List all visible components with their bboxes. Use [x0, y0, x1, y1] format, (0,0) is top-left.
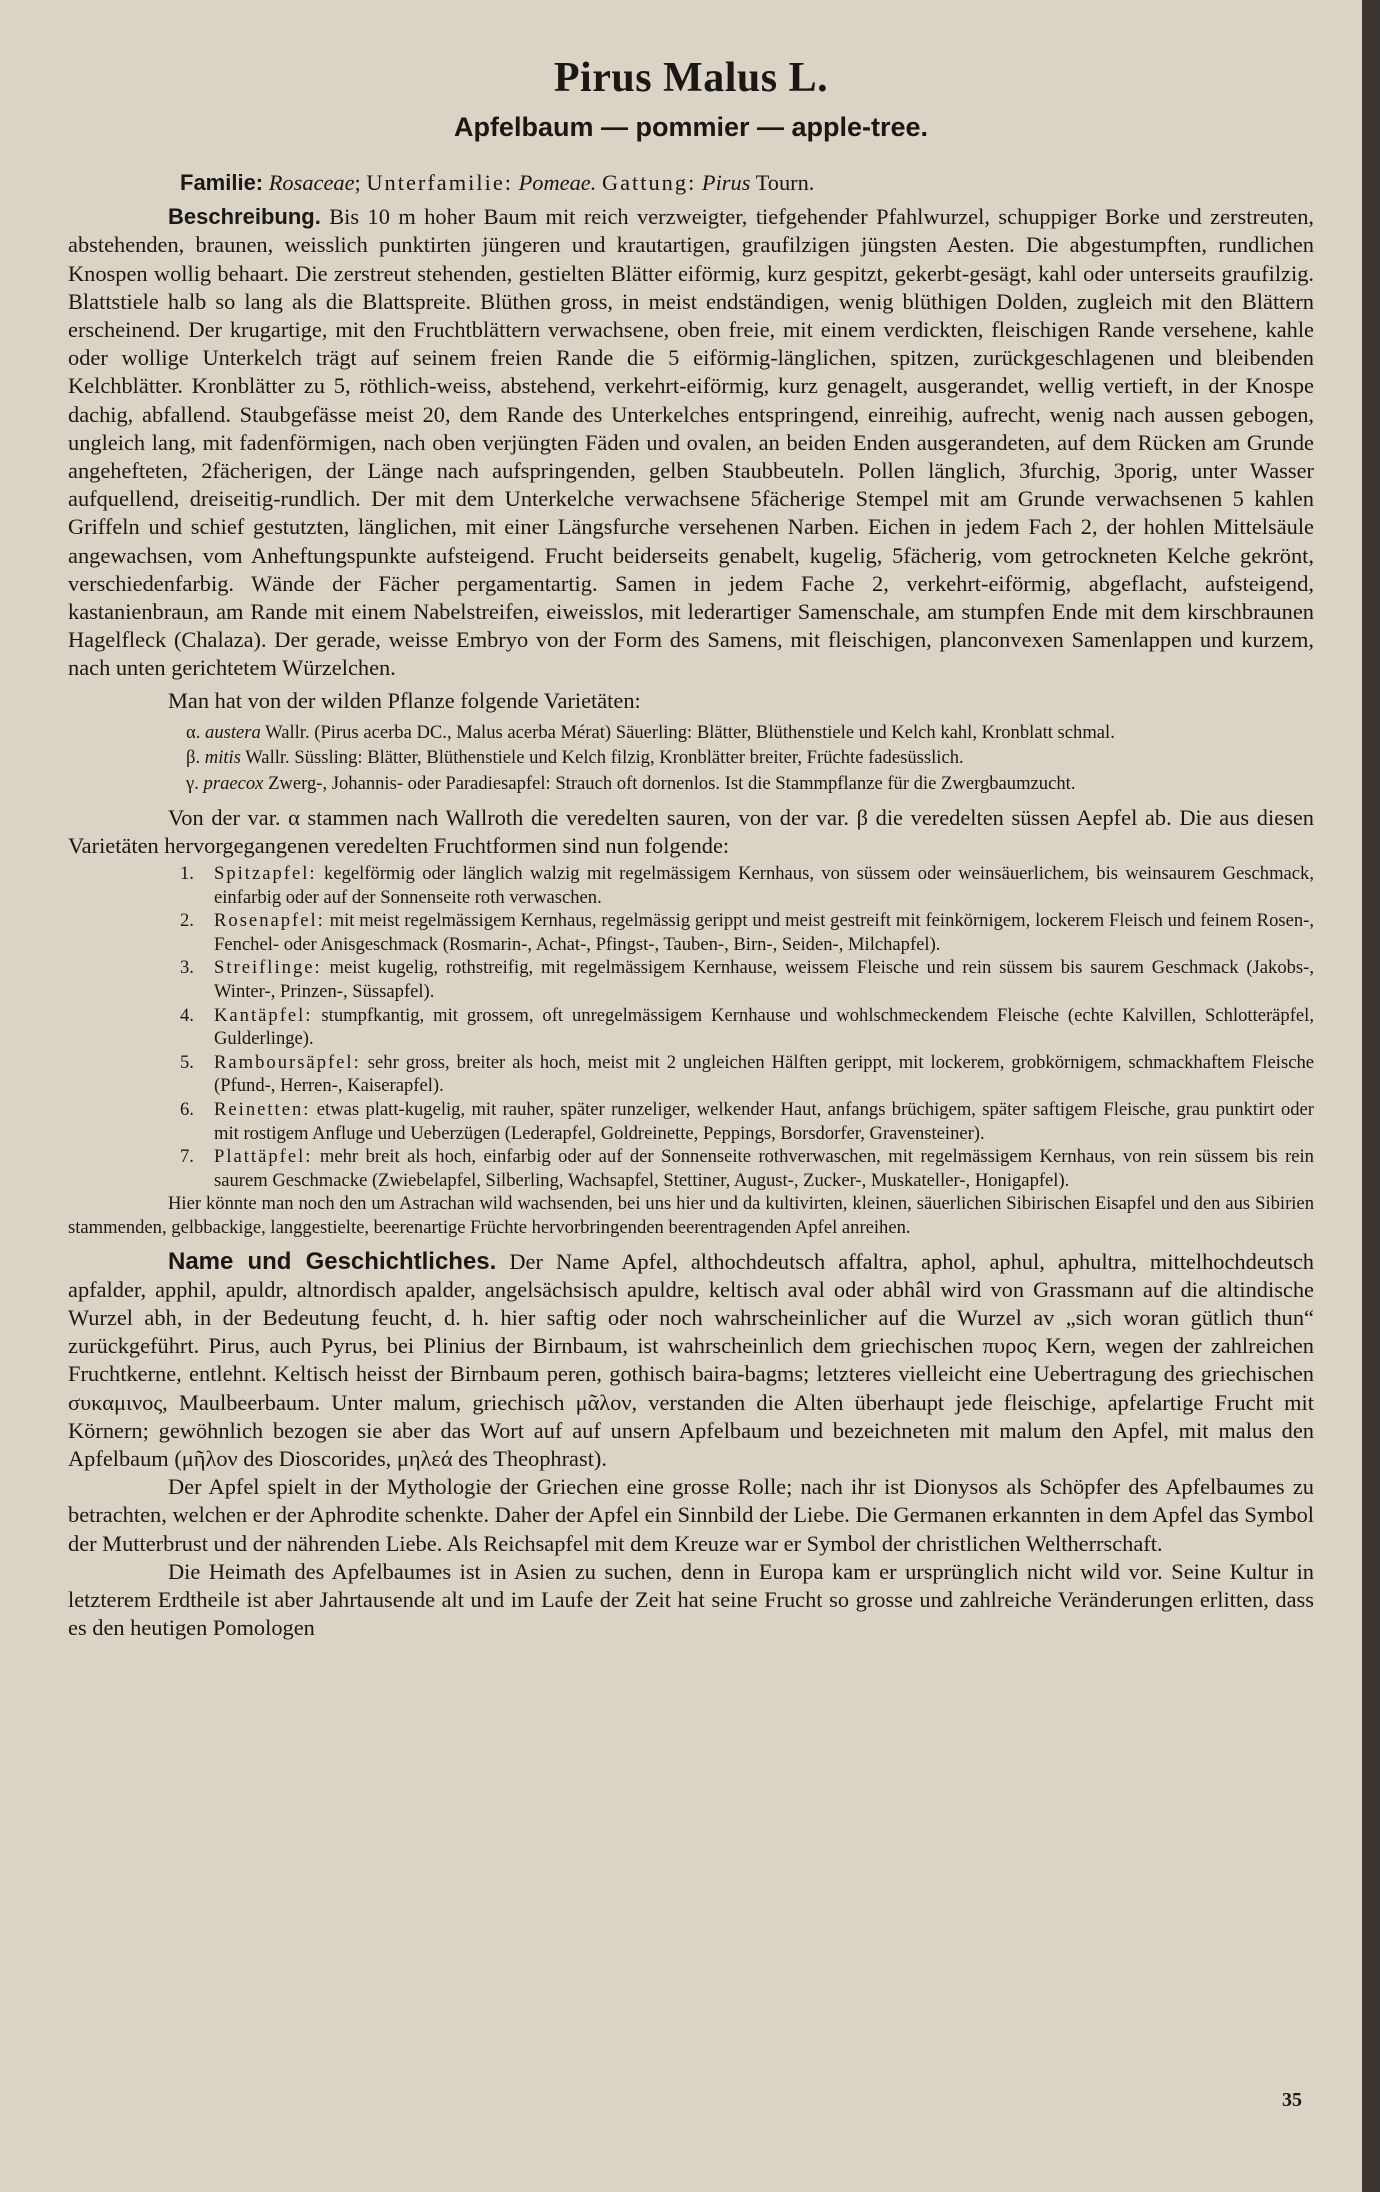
genus-label: Gattung:	[601, 170, 697, 195]
fruit-form-name: Reinetten:	[214, 1098, 311, 1120]
variety-item	[186, 721, 1314, 745]
variety-item	[186, 772, 1314, 796]
fruit-forms-list	[180, 862, 1315, 1192]
veredelt-paragraph: Von der var. α stammen nach Wallroth die veredelten sauren, von der var. β die veredelten süssen Aepfel ab. Die aus diesen Varietäten hervorgegangenen veredelten Fruchtformen sind nun folgende:	[68, 804, 1314, 858]
familie-line	[180, 169, 1314, 197]
page-subtitle: Apfelbaum — pommier — apple-tree.	[453, 112, 929, 142]
genus-name: Pirus	[701, 170, 751, 195]
variety-text: Zwerg-, Johannis- oder Paradiesapfel: Strauch oft dornenlos. Ist die Stammpflanze für die Zwergbaumzucht.	[268, 773, 1076, 795]
fruit-form-name: Streiflinge:	[214, 957, 322, 979]
fruit-form-number: 7.	[180, 1146, 194, 1168]
fruit-form-number: 3.	[180, 957, 194, 979]
variety-item	[186, 746, 1314, 770]
variety-text: Wallr. Süssling: Blätter, Blüthenstiele und Kelch filzig, Kronblätter breiter, Früchte fadesüsslich.	[245, 747, 964, 769]
variety-name: praecox	[203, 773, 264, 795]
fruit-form-number: 4.	[180, 1004, 194, 1026]
beschreibung-text: Bis 10 m hoher Baum mit reich verzweigter, tiefgehender Pfahlwurzel, schuppiger Borke und zerstreuten, abstehenden, braunen, weisslich punktirten jüngeren und krautartigen, graufilzigen jüngsten Aesten. Die abgestumpften, rundlichen Knospen wollig behaart. Die zerstreut stehenden, gestielten Blätter eiförmig, kurz gespitzt, gekerbt-gesägt, kahl oder unterseits graufilzig. Blattstiele halb so lang als die Blattspreite. Blüthen gross, in meist endständigen, wenig blüthigen Dolden, zugleich mit den Blättern erscheinend. Der krugartige, mit den Fruchtblättern verwachsene, oben freie, mit einem verdickten, fleischigen Rande versehene, kahle oder wollige Unterkelch trägt auf seinem freien Rande die 5 eiförmig-länglichen, spitzen, zurückgeschlagenen und bleibenden Kelchblätter. Kronblätter zu 5, röthlich-weiss, abstehend, verkehrt-eiförmig, kurz genagelt, ausgerandet, wellig vertieft, in der Knospe dachig, abfallend. Staubgefässe meist 20, dem Rande des Unterkelches entspringend, einreihig, aufrecht, wenig nach aussen gebogen, ungleich lang, mit fadenförmigen, nach oben verjüngten Fäden und ovalen, an beiden Enden ausgerandeten, auf dem Rücken am Grunde angehefteten, 2fächerigen, der Länge nach aufspringenden, gelben Staubbeuteln. Pollen länglich, 3furchig, 3porig, unter Wasser aufquellend, dreiseitig-rundlich. Der mit dem Unterkelche verwachsene 5fächerige Stempel mit am Grunde verwachsenen 5 kahlen Griffeln und schief gestutzten, länglichen, mit einer Längsfurche versehenen Narben. Eichen in jedem Fach 2, der hohlen Mittelsäule angewachsen, vom Anheftungspunkte aufsteigend. Frucht beiderseits genabelt, kugelig, 5fächerig, vom getrockneten Kelche gekrönt, verschiedenfarbig. Wände der Fächer pergamentartig. Samen in jedem Fache 2, verkehrt-eiförmig, abgeflacht, aufsteigend, kastanienbraun, am Rande mit einem Nabelstreifen, eiweisslos, mit lederartiger Samenschale, am stumpfen Ende mit dem kirschbraunen Hagelfleck (Chalaza). Der gerade, weisse Embryo von der Form des Samens, mit fleischigen, planconvexen Samenlappen und kurzem, nach unten gerichtetem Würzelchen.	[68, 204, 1314, 681]
variety-name: austera	[205, 721, 261, 743]
fruit-form-name: Plattäpfel:	[214, 1146, 313, 1168]
fruit-form-number: 5.	[180, 1051, 194, 1073]
varieties-list	[186, 721, 1314, 796]
heimath-paragraph: Die Heimath des Apfelbaumes ist in Asien zu suchen, denn in Europa kam er ursprünglich nicht wild vor. Seine Kultur in letzterem Erdtheile ist aber Jahrtausende alt und im Laufe der Zeit hat seine Frucht so grosse und zahlreiche Veränderungen erlitten, dass es den heutigen Pomologen	[68, 1558, 1314, 1641]
page-number: 35	[1282, 2089, 1302, 2111]
genus-author: Tourn.	[755, 170, 815, 195]
beschreibung-label: Beschreibung.	[168, 204, 321, 230]
fruit-form-text: kegelförmig oder länglich walzig mit regelmässigem Kernhaus, von süssem oder weinsäuerlichem, bis weinsaurem Geschmack, einfarbig oder auf der Sonnenseite roth verwaschen.	[214, 863, 1314, 908]
fruit-form-name: Rosenapfel:	[214, 910, 325, 932]
subfamily-name: Pomeae.	[518, 170, 597, 195]
name-section-label: Name und Geschichtliches.	[168, 1247, 497, 1275]
fruit-form-text: stumpfkantig, mit grossem, oft unregelmässigem Kernhause und wohlschmeckendem Fleische (echte Kalvillen, Schlotteräpfel, Gulderlinge).	[214, 1004, 1314, 1050]
fruit-form-number: 1.	[180, 863, 194, 885]
fruit-form-number: 2.	[180, 910, 194, 932]
fruit-form-text: mit meist regelmässigem Kernhaus, regelmässig gerippt und meist gestreift mit feinkörnigem, lockerem Fleisch und feinem Rosen-, Fenchel- oder Anisgeschmack (Rosmarin-, Achat-, Pfingst-, Tauben-, Birn-, Seiden-, Milchapfel).	[214, 910, 1315, 955]
name-section-text: Der Name Apfel, althochdeutsch affaltra, aphol, aphul, aphultra, mittelhochdeutsch apfalder, apphil, apuldr, altnordisch apalder, angelsächsisch apuldre, keltisch aval oder abhâl wird von Grassmann auf die altindische Wurzel abh, in der Bedeutung feucht, d. h. hier saftig oder noch wahrscheinlicher auf die Wurzel av „sich woran gütlich thun“ zurückgeführt. Pirus, auch Pyrus, bei Plinius der Birnbaum, ist wahrscheinlich dem griechischen πυρος Kern, wegen der zahlreichen Fruchtkerne, entlehnt. Keltisch heisst der Birnbaum peren, gothisch baira-bagms; letzteres vielleicht eine Uebertragung des griechischen συκαμινος, Maulbeerbaum. Unter malum, griechisch μᾶλον, verstanden die Alten überhaupt jede fleischige, apfelartige Frucht mit Körnern; gewöhnlich bezogen sie aber das Wort auf auf unsern Apfelbaum und bezeichneten mit malum den Apfel, mit malus den Apfelbaum (μῆλον des Dioscorides, μηλεά des Theophrast).	[68, 1248, 1314, 1471]
variety-text: Wallr. (Pirus acerba DC., Malus acerba Mérat) Säuerling: Blätter, Blüthenstiele und Kelch kahl, Kronblatt schmal.	[265, 721, 1115, 743]
subfamily-label: Unterfamilie:	[366, 170, 513, 195]
beschreibung-paragraph	[68, 203, 1314, 682]
variety-mark: γ.	[186, 773, 199, 795]
fruit-form-number: 6.	[180, 1098, 194, 1120]
fruit-form-item	[180, 1145, 1314, 1192]
fruit-form-item	[180, 956, 1314, 1003]
astrachan-paragraph: Hier könnte man noch den um Astrachan wild wachsenden, bei uns hier und da kultivirten, kleinen, säuerlichen Sibirischen Eisapfel und den aus Sibirien stammenden, gelbbackige, langgestielte, beerenartige Früchte hervorbringenden beerentragenden Apfel anreihen.	[68, 1193, 1314, 1238]
fruit-form-item	[180, 1051, 1314, 1098]
fruit-form-item	[180, 1004, 1314, 1051]
fruit-form-text: meist kugelig, rothstreifig, mit regelmässigem Kernhause, weissem Fleische und rein süssem bis saurem Geschmack (Jakobs-, Winter-, Prinzen-, Süssapfel).	[214, 957, 1314, 1003]
mythology-paragraph: Der Apfel spielt in der Mythologie der Griechen eine grosse Rolle; nach ihr ist Dionysos als Schöpfer des Apfelbaumes zu betrachten, welchen er der Aphrodite schenkte. Daher der Apfel ein Sinnbild der Liebe. Die Germanen erkannten in dem Apfel das Symbol der Mutterbrust und der nährenden Liebe. Als Reichsapfel mit dem Kreuze war er Symbol der christlichen Weltherrschaft.	[68, 1474, 1314, 1556]
fruit-form-name: Ramboursäpfel:	[214, 1051, 361, 1073]
variety-mark: β.	[186, 747, 201, 769]
variety-name: mitis	[204, 747, 241, 769]
familie-separator: ;	[354, 170, 367, 195]
fruit-form-item	[180, 909, 1315, 956]
page-title: Pirus Malus L.	[553, 55, 829, 101]
fruit-form-text: mehr breit als hoch, einfarbig oder auf der Sonnenseite rothverwaschen, mit regelmässigem Kernhaus, von rein süssem bis rein saurem Geschmacke (Zwiebelapfel, Silberling, Wachsapfel, Stettiner, August-, Zucker-, Muskateller-, Honigapfel).	[214, 1146, 1314, 1191]
family-name: Rosaceae	[268, 170, 355, 195]
varieties-intro: Man hat von der wilden Pflanze folgende Varietäten:	[168, 687, 641, 713]
fruit-form-item	[180, 862, 1314, 909]
familie-label: Familie:	[180, 170, 264, 195]
variety-mark: α.	[186, 721, 201, 743]
name-paragraph	[68, 1248, 1314, 1474]
fruit-form-name: Spitzapfel:	[214, 863, 317, 885]
fruit-form-text: etwas platt-kugelig, mit rauher, später runzeliger, welkender Haut, anfangs brüchigem, später saftigem Fleische, grau punktirt oder mit rostigem Anfluge und Ueberzügen (Lederapfel, Goldreinette, Peppings, Borsdorfer, Gravensteiner).	[214, 1098, 1314, 1144]
fruit-form-text: sehr gross, breiter als hoch, meist mit 2 ungleichen Hälften gerippt, mit lockerem, grobkörnigem, schmackhaftem Fleische (Pfund-, Herren-, Kaiserapfel).	[214, 1051, 1314, 1097]
fruit-form-item	[180, 1098, 1314, 1145]
fruit-form-name: Kantäpfel:	[214, 1004, 313, 1026]
